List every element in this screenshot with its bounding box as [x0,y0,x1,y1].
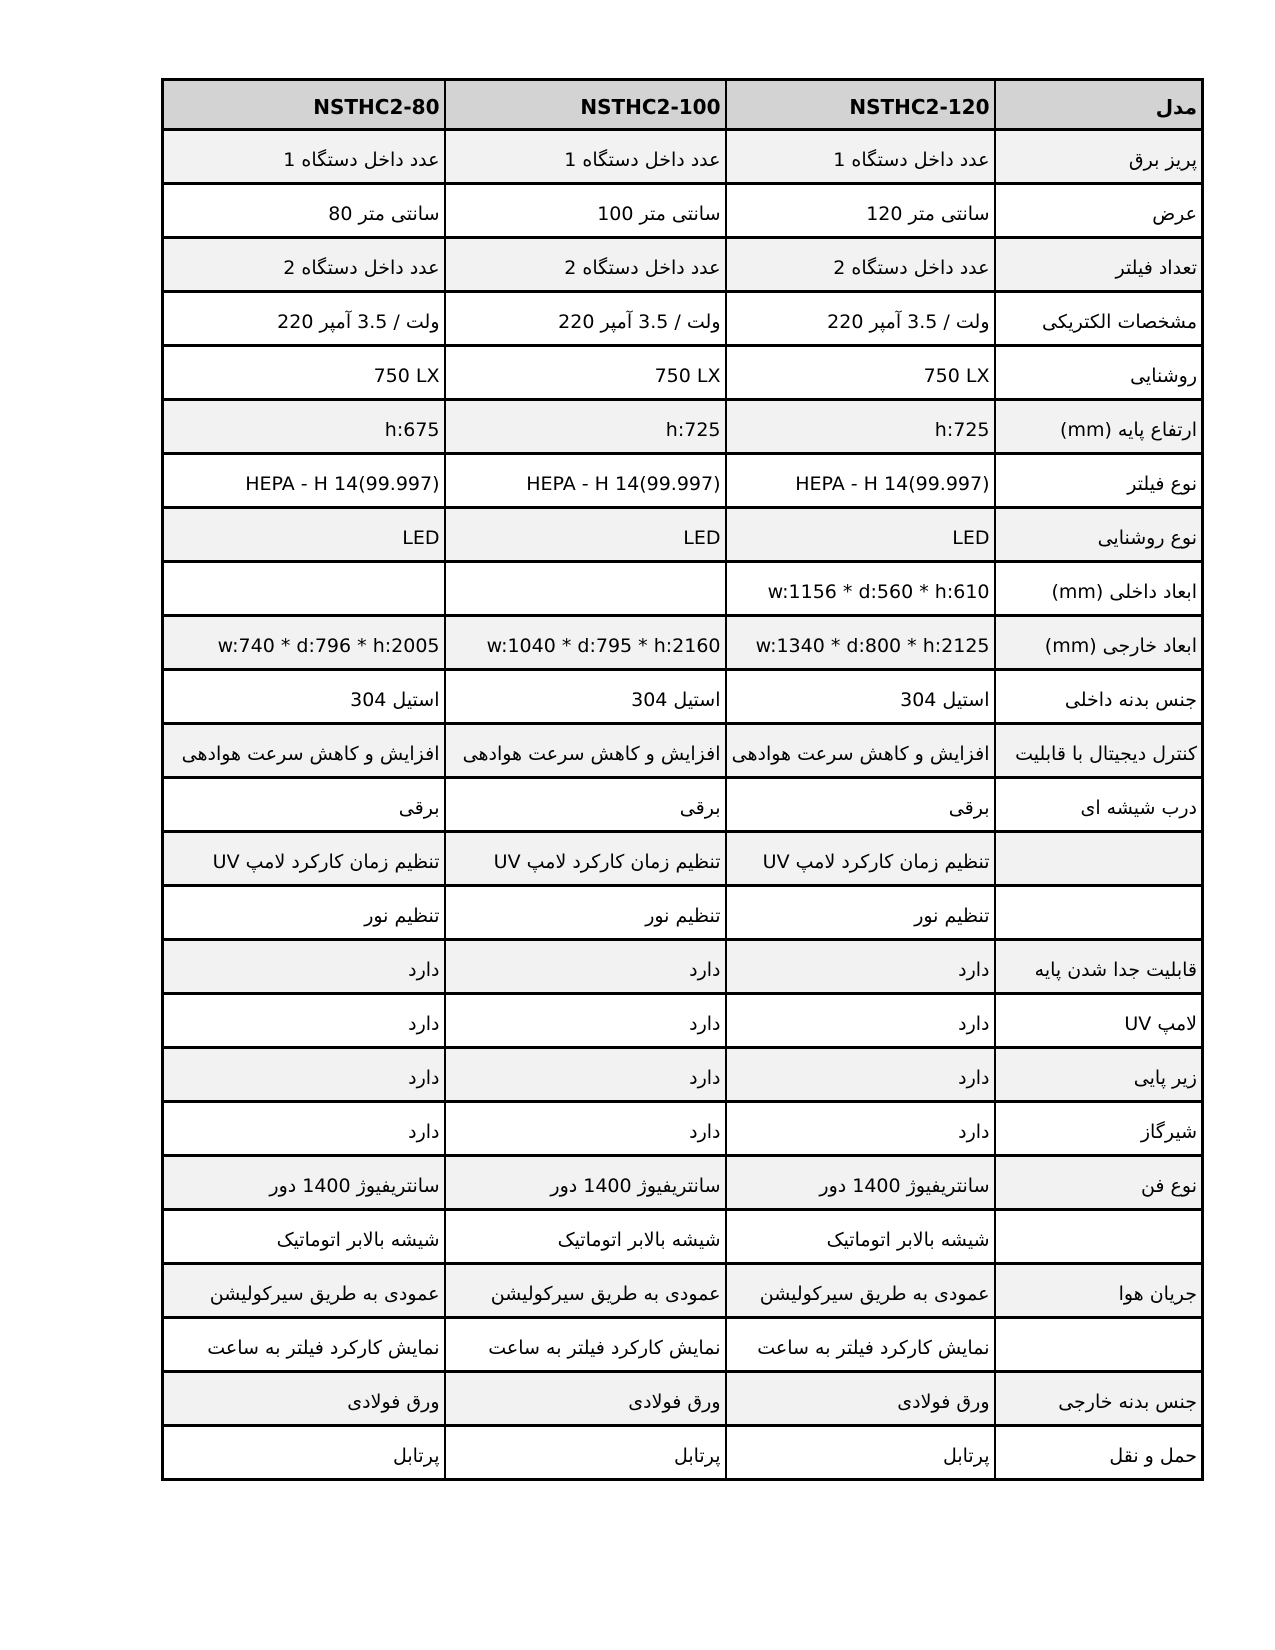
spec-row-6 [163,400,1203,454]
value-cell-m120 [726,670,995,724]
value-cell-m120 [726,292,995,346]
cell-value-text: شیشه بالابر اتوماتیک [826,1229,990,1252]
cell-value-text: عمودی به طریق سیرکولیشن [209,1283,440,1306]
spec-table-body [163,130,1203,1480]
cell-value-text: سانتی متر 80 [328,203,440,226]
spec-row-5 [163,346,1203,400]
cell-value-text: w:1040 * d:795 * h:2160 [486,635,721,658]
spec-row-11 [163,670,1203,724]
spec-table-container [161,78,1201,1481]
row-label-text: ابعاد داخلی (mm) [1051,581,1197,604]
value-cell-m120 [726,238,995,292]
row-label-cell [995,832,1203,886]
row-label-cell [995,994,1203,1048]
spec-table [161,78,1204,1481]
value-cell-m100 [445,184,726,238]
cell-value-text: 750 LX [654,365,721,388]
value-cell-m80 [163,1048,445,1102]
value-cell-m80 [163,1264,445,1318]
row-label-cell [995,238,1203,292]
cell-value-text: دارد [958,959,990,982]
value-cell-m80 [163,616,445,670]
value-cell-m100 [445,400,726,454]
value-cell-m120 [726,940,995,994]
cell-value-text: ورق فولادی [347,1391,440,1414]
spec-row-9 [163,562,1203,616]
row-label-cell [995,778,1203,832]
column-header-label: NSTHC2-120 [849,95,990,119]
cell-value-text: HEPA - H 14(99.997) [795,473,990,496]
cell-value-text: ولت / 3.5 آمپر 220 [558,311,721,334]
cell-value-text: تنظیم نور [364,905,440,928]
value-cell-m80 [163,130,445,184]
spec-row-15 [163,886,1203,940]
cell-value-text: افزایش و کاهش سرعت هوادهی [181,743,440,766]
value-cell-m80 [163,1156,445,1210]
value-cell-m120 [726,832,995,886]
cell-value-text: شیشه بالابر اتوماتیک [276,1229,440,1252]
spec-row-16 [163,940,1203,994]
spec-row-25 [163,1426,1203,1480]
row-label-text: درب شیشه ای [1080,797,1197,820]
cell-value-text: نمایش کارکرد فیلتر به ساعت [757,1337,990,1360]
cell-value-text: سانتی متر 100 [597,203,721,226]
cell-value-text: دارد [408,1067,440,1090]
cell-value-text: استیل 304 [350,689,440,712]
value-cell-m80 [163,346,445,400]
value-cell-m100 [445,1102,726,1156]
column-header-label: NSTHC2-100 [580,95,721,119]
value-cell-m100 [445,238,726,292]
row-label-text: ابعاد خارجی (mm) [1044,635,1197,658]
cell-value-text: سانتی متر 120 [866,203,990,226]
value-cell-m120 [726,346,995,400]
row-label-cell [995,940,1203,994]
cell-value-text: عمودی به طریق سیرکولیشن [490,1283,721,1306]
row-label-cell [995,1156,1203,1210]
cell-value-text: HEPA - H 14(99.997) [245,473,440,496]
value-cell-m100 [445,616,726,670]
value-cell-m80 [163,1102,445,1156]
cell-value-text: عدد داخل دستگاه 2 [833,257,990,280]
value-cell-m80 [163,184,445,238]
value-cell-m100 [445,508,726,562]
cell-value-text: تنظیم زمان کارکرد لامپ UV [762,851,990,874]
cell-value-text: عمودی به طریق سیرکولیشن [759,1283,990,1306]
cell-value-text: نمایش کارکرد فیلتر به ساعت [207,1337,440,1360]
cell-value-text: پرتابل [942,1445,990,1468]
value-cell-m100 [445,670,726,724]
row-label-cell [995,508,1203,562]
cell-value-text: h:725 [665,419,721,442]
cell-value-text: دارد [408,1013,440,1036]
value-cell-m100 [445,130,726,184]
row-label-cell [995,1102,1203,1156]
row-label-text: جنس بدنه خارجی [1058,1391,1197,1414]
cell-value-text: عدد داخل دستگاه 1 [283,149,440,172]
value-cell-m80 [163,562,445,616]
value-cell-m80 [163,994,445,1048]
value-cell-m120 [726,1210,995,1264]
value-cell-m120 [726,400,995,454]
cell-value-text: سانتریفیوژ 1400 دور [550,1175,721,1198]
cell-value-text: افزایش و کاهش سرعت هوادهی [462,743,721,766]
cell-value-text: دارد [689,959,721,982]
value-cell-m80 [163,1318,445,1372]
cell-value-text: پرتابل [392,1445,440,1468]
value-cell-m120 [726,508,995,562]
value-cell-m120 [726,778,995,832]
cell-value-text: پرتابل [673,1445,721,1468]
cell-value-text: عدد داخل دستگاه 1 [564,149,721,172]
cell-value-text: دارد [958,1067,990,1090]
row-label-cell [995,400,1203,454]
cell-value-text: شیشه بالابر اتوماتیک [557,1229,721,1252]
row-label-text: نوع روشنایی [1097,527,1197,550]
value-cell-m120 [726,1318,995,1372]
value-cell-m80 [163,940,445,994]
value-cell-m80 [163,1372,445,1426]
value-cell-m80 [163,238,445,292]
value-cell-m100 [445,994,726,1048]
value-cell-m80 [163,1426,445,1480]
cell-value-text: HEPA - H 14(99.997) [526,473,721,496]
cell-value-text: ولت / 3.5 آمپر 220 [827,311,990,334]
spec-row-19 [163,1102,1203,1156]
spec-row-1 [163,130,1203,184]
value-cell-m80 [163,292,445,346]
value-cell-m100 [445,292,726,346]
cell-value-text: دارد [958,1121,990,1144]
cell-value-text: دارد [408,959,440,982]
row-label-cell [995,724,1203,778]
spec-row-14 [163,832,1203,886]
cell-value-text: برقی [679,797,721,820]
cell-value-text: تنظیم زمان کارکرد لامپ UV [212,851,440,874]
row-label-text: پریز برق [1128,149,1197,172]
value-cell-m120 [726,130,995,184]
spec-row-20 [163,1156,1203,1210]
cell-value-text: LED [402,527,440,550]
cell-value-text: ورق فولادی [628,1391,721,1414]
cell-value-text: w:1156 * d:560 * h:610 [767,581,990,604]
value-cell-m100 [445,778,726,832]
row-label-cell [995,1048,1203,1102]
value-cell-m100 [445,454,726,508]
cell-value-text: دارد [958,1013,990,1036]
value-cell-m80 [163,400,445,454]
cell-value-text: افزایش و کاهش سرعت هوادهی [731,743,990,766]
row-label-cell [995,1210,1203,1264]
cell-value-text: نمایش کارکرد فیلتر به ساعت [488,1337,721,1360]
spec-row-13 [163,778,1203,832]
row-label-cell [995,670,1203,724]
spec-row-21 [163,1210,1203,1264]
row-label-cell [995,616,1203,670]
spec-row-10 [163,616,1203,670]
spec-row-18 [163,1048,1203,1102]
value-cell-m80 [163,832,445,886]
spec-row-3 [163,238,1203,292]
row-label-cell [995,1372,1203,1426]
value-cell-m80 [163,778,445,832]
value-cell-m80 [163,1210,445,1264]
value-cell-m100 [445,832,726,886]
cell-value-text: 750 LX [373,365,440,388]
cell-value-text: تنظیم نور [914,905,990,928]
cell-value-text: w:1340 * d:800 * h:2125 [755,635,990,658]
row-label-text: تعداد فیلتر [1115,257,1197,280]
value-cell-m80 [163,886,445,940]
header-row [163,80,1203,130]
row-label-text: جنس بدنه داخلی [1064,689,1197,712]
row-label-cell [995,1264,1203,1318]
value-cell-m100 [445,940,726,994]
column-header-label: NSTHC2-80 [313,95,440,119]
value-cell-m120 [726,562,995,616]
value-cell-m120 [726,1426,995,1480]
row-label-text: عرض [1152,203,1197,226]
row-label-text: زیر پایی [1133,1067,1197,1090]
value-cell-m100 [445,1048,726,1102]
column-header-m120 [726,80,995,130]
row-label-text: حمل و نقل [1109,1445,1197,1468]
column-header-m80 [163,80,445,130]
spec-row-4 [163,292,1203,346]
row-label-cell [995,130,1203,184]
row-label-cell [995,1318,1203,1372]
cell-value-text: عدد داخل دستگاه 2 [564,257,721,280]
cell-value-text: برقی [398,797,440,820]
value-cell-m120 [726,886,995,940]
cell-value-text: سانتریفیوژ 1400 دور [269,1175,440,1198]
spec-row-23 [163,1318,1203,1372]
value-cell-m100 [445,1318,726,1372]
row-label-cell [995,562,1203,616]
spec-row-24 [163,1372,1203,1426]
cell-value-text: h:675 [384,419,440,442]
row-label-cell [995,454,1203,508]
row-label-cell [995,346,1203,400]
cell-value-text: عدد داخل دستگاه 2 [283,257,440,280]
value-cell-m100 [445,1210,726,1264]
cell-value-text: برقی [948,797,990,820]
row-label-text: جریان هوا [1118,1283,1197,1306]
row-label-text: ارتفاع پایه (mm) [1060,419,1197,442]
row-label-text: مشخصات الکتریکی [1042,311,1197,334]
cell-value-text: دارد [689,1067,721,1090]
value-cell-m120 [726,1156,995,1210]
cell-value-text: دارد [689,1013,721,1036]
cell-value-text: LED [683,527,721,550]
row-label-text: نوع فن [1140,1175,1197,1198]
row-label-text: نوع فیلتر [1127,473,1197,496]
cell-value-text: سانتریفیوژ 1400 دور [819,1175,990,1198]
row-label-text: قابلیت جدا شدن پایه [1034,959,1197,982]
row-label-cell [995,184,1203,238]
value-cell-m80 [163,454,445,508]
value-cell-m120 [726,1102,995,1156]
cell-value-text: استیل 304 [900,689,990,712]
cell-value-text: دارد [689,1121,721,1144]
value-cell-m100 [445,1426,726,1480]
value-cell-m120 [726,994,995,1048]
value-cell-m120 [726,616,995,670]
cell-value-text: استیل 304 [631,689,721,712]
spec-table-header [163,80,1203,130]
cell-value-text: عدد داخل دستگاه 1 [833,149,990,172]
spec-row-8 [163,508,1203,562]
spec-row-2 [163,184,1203,238]
value-cell-m100 [445,724,726,778]
value-cell-m100 [445,562,726,616]
value-cell-m100 [445,1264,726,1318]
value-cell-m120 [726,184,995,238]
spec-row-7 [163,454,1203,508]
cell-value-text: h:725 [934,419,990,442]
row-label-cell [995,1426,1203,1480]
value-cell-m80 [163,724,445,778]
spec-row-22 [163,1264,1203,1318]
row-label-text: شیرگاز [1140,1121,1197,1144]
column-header-label: مدل [1155,95,1197,119]
value-cell-m80 [163,670,445,724]
value-cell-m120 [726,454,995,508]
cell-value-text: تنظیم نور [645,905,721,928]
value-cell-m80 [163,508,445,562]
cell-value-text: تنظیم زمان کارکرد لامپ UV [493,851,721,874]
cell-value-text: ولت / 3.5 آمپر 220 [277,311,440,334]
row-label-cell [995,292,1203,346]
spec-row-12 [163,724,1203,778]
value-cell-m120 [726,1264,995,1318]
value-cell-m100 [445,346,726,400]
cell-value-text: 750 LX [923,365,990,388]
value-cell-m120 [726,724,995,778]
row-label-text: روشنایی [1130,365,1197,388]
column-header-m100 [445,80,726,130]
row-label-cell [995,886,1203,940]
row-label-text: لامپ UV [1124,1013,1197,1036]
row-label-text: کنترل دیجیتال با قابلیت [1015,743,1197,766]
spec-row-17 [163,994,1203,1048]
value-cell-m120 [726,1048,995,1102]
value-cell-m100 [445,1372,726,1426]
cell-value-text: دارد [408,1121,440,1144]
value-cell-m100 [445,886,726,940]
column-header-label [995,80,1203,130]
value-cell-m120 [726,1372,995,1426]
cell-value-text: ورق فولادی [897,1391,990,1414]
value-cell-m100 [445,1156,726,1210]
cell-value-text: LED [952,527,990,550]
cell-value-text: w:740 * d:796 * h:2005 [217,635,440,658]
